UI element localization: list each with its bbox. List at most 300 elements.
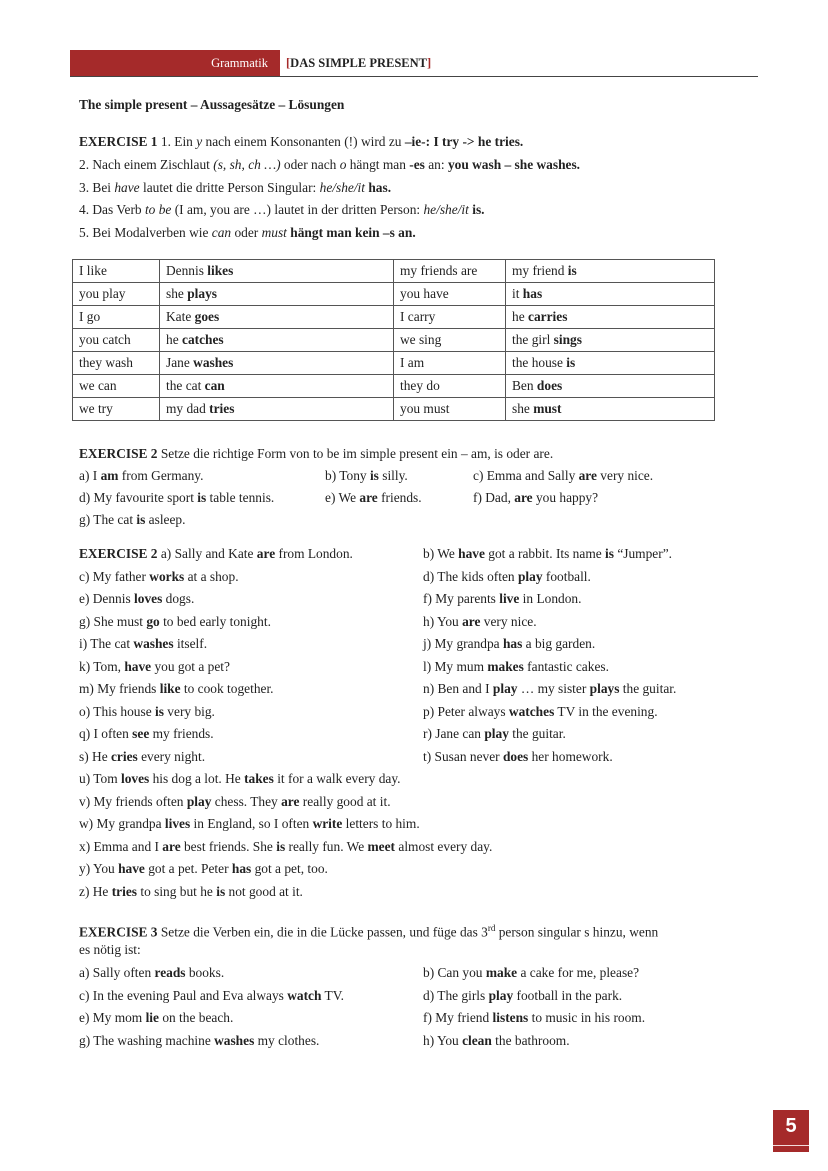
answer: are bbox=[514, 490, 533, 505]
answer: is bbox=[197, 490, 207, 505]
table-cell bbox=[160, 306, 394, 329]
text: you got a pet? bbox=[151, 659, 230, 674]
table-cell bbox=[73, 329, 160, 352]
ex3-item bbox=[423, 1033, 570, 1049]
ex1-rule-5 bbox=[79, 225, 416, 241]
text: a) Sally often bbox=[79, 965, 155, 980]
t: oder bbox=[231, 225, 262, 240]
table-row bbox=[73, 283, 715, 306]
text: from Germany. bbox=[118, 468, 204, 483]
answer: listens bbox=[492, 1010, 529, 1025]
t: you wash – she washes. bbox=[447, 157, 581, 172]
text: very nice. bbox=[480, 614, 537, 629]
text: silly. bbox=[378, 468, 408, 483]
cell-text: he bbox=[512, 309, 528, 324]
text: almost every day. bbox=[395, 839, 493, 854]
t: 1. Ein bbox=[160, 134, 197, 149]
t: (s, sh, ch …) bbox=[213, 157, 281, 172]
t: to be bbox=[144, 202, 172, 217]
ex3-item bbox=[79, 988, 344, 1004]
ex2b-item bbox=[79, 636, 207, 652]
text: h) You bbox=[423, 1033, 463, 1048]
ex2b-item bbox=[423, 749, 613, 765]
text: v) My friends often bbox=[79, 794, 187, 809]
cell-answer: catches bbox=[182, 332, 224, 347]
header-rule bbox=[70, 76, 758, 77]
answer: cries bbox=[110, 749, 138, 764]
cell-text: Kate bbox=[166, 309, 195, 324]
table-cell bbox=[506, 306, 715, 329]
t: (I am, you are …) lautet in der dritten Person: bbox=[171, 202, 424, 217]
text: really fun. We bbox=[285, 839, 368, 854]
ex2b-item bbox=[423, 726, 566, 742]
text: y) You bbox=[79, 861, 119, 876]
text: got a pet, too. bbox=[251, 861, 328, 876]
table-cell bbox=[394, 352, 506, 375]
page-number-badge bbox=[773, 1110, 809, 1152]
table-cell bbox=[394, 329, 506, 352]
answer: have bbox=[458, 546, 485, 561]
answer: are bbox=[578, 468, 597, 483]
cell-text: we sing bbox=[400, 332, 442, 347]
cell-text: I like bbox=[79, 263, 107, 278]
table-cell bbox=[73, 352, 160, 375]
t: rd bbox=[487, 923, 496, 933]
ex1-rule-4 bbox=[79, 202, 485, 218]
ex2b-item bbox=[79, 704, 215, 720]
table-row bbox=[73, 329, 715, 352]
ex2a-item bbox=[79, 468, 203, 484]
t: 3. Bei bbox=[79, 180, 115, 195]
table-cell bbox=[160, 329, 394, 352]
ex2b-item bbox=[423, 636, 595, 652]
text: my friends. bbox=[149, 726, 214, 741]
text: TV. bbox=[321, 988, 345, 1003]
answer: works bbox=[149, 569, 185, 584]
answer: washes bbox=[133, 636, 174, 651]
text: s) He bbox=[79, 749, 111, 764]
cell-answer: tries bbox=[209, 401, 235, 416]
table-cell bbox=[73, 283, 160, 306]
text: chess. They bbox=[211, 794, 282, 809]
ex2a-label: EXERCISE 2 bbox=[79, 446, 158, 461]
text: b) Can you bbox=[423, 965, 486, 980]
ex2b-item bbox=[423, 569, 591, 585]
ex2b-item bbox=[423, 546, 672, 562]
text: a cake for me, please? bbox=[517, 965, 640, 980]
table-row bbox=[73, 260, 715, 283]
text: in London. bbox=[519, 591, 582, 606]
t: are bbox=[256, 546, 276, 561]
document-title: The simple present – Aussagesätze – Lösungen bbox=[79, 97, 345, 112]
answer: watches bbox=[508, 704, 555, 719]
t: –ie-: I try -> he tries. bbox=[404, 134, 524, 149]
table-row bbox=[73, 375, 715, 398]
text: a) I bbox=[79, 468, 101, 483]
ex2a-item bbox=[473, 490, 598, 506]
text: “Jumper”. bbox=[613, 546, 672, 561]
ex2b-item bbox=[79, 659, 230, 675]
answer: are bbox=[162, 839, 181, 854]
text: f) Dad, bbox=[473, 490, 515, 505]
ex2b-item bbox=[79, 726, 214, 742]
t: he/she/it bbox=[319, 180, 365, 195]
answer: makes bbox=[487, 659, 524, 674]
cell-text: my friends are bbox=[400, 263, 478, 278]
ex2b-item bbox=[79, 749, 205, 765]
table-row bbox=[73, 352, 715, 375]
ex1-label: EXERCISE 1 bbox=[79, 134, 158, 149]
ex2b-item bbox=[423, 614, 537, 630]
ex3-item bbox=[423, 965, 639, 981]
text: very nice. bbox=[596, 468, 654, 483]
text: u) Tom bbox=[79, 771, 121, 786]
ex1-rule-3 bbox=[79, 180, 391, 196]
t: from London. bbox=[275, 546, 353, 561]
table-cell bbox=[506, 352, 715, 375]
answer: is bbox=[155, 704, 164, 719]
answer: play bbox=[517, 569, 543, 584]
text: every night. bbox=[137, 749, 206, 764]
text: c) My father bbox=[79, 569, 150, 584]
text: q) I often bbox=[79, 726, 133, 741]
t: 4. Das Verb bbox=[79, 202, 145, 217]
text: g) The cat bbox=[79, 512, 137, 527]
text: e) My mom bbox=[79, 1010, 146, 1025]
answer: reads bbox=[154, 965, 186, 980]
text: fantastic cakes. bbox=[523, 659, 609, 674]
table-row bbox=[73, 306, 715, 329]
answer: play bbox=[488, 988, 514, 1003]
text: i) The cat bbox=[79, 636, 134, 651]
cell-answer: plays bbox=[187, 286, 217, 301]
ex1-rule-2 bbox=[79, 157, 580, 173]
cell-text: he bbox=[166, 332, 182, 347]
cell-text: you play bbox=[79, 286, 126, 301]
ex2b-item bbox=[423, 659, 609, 675]
ex3-heading-cont: es nötig ist: bbox=[79, 942, 141, 957]
text: football. bbox=[542, 569, 591, 584]
answer: have bbox=[124, 659, 152, 674]
answer: has bbox=[231, 861, 252, 876]
cell-text: I go bbox=[79, 309, 101, 324]
ex2b-item bbox=[79, 569, 239, 585]
answer: are bbox=[462, 614, 481, 629]
ex3-item bbox=[423, 1010, 645, 1026]
text: the guitar. bbox=[508, 726, 566, 741]
text: f) My friend bbox=[423, 1010, 493, 1025]
answer: washes bbox=[214, 1033, 255, 1048]
cell-answer: must bbox=[533, 401, 562, 416]
text: e) Dennis bbox=[79, 591, 135, 606]
table-row bbox=[73, 398, 715, 421]
text: d) The girls bbox=[423, 988, 489, 1003]
ex1-rule-1 bbox=[79, 134, 523, 150]
text: to music in his room. bbox=[528, 1010, 646, 1025]
ex2b-item bbox=[423, 591, 581, 607]
t: he/she/it bbox=[423, 202, 469, 217]
answer: loves bbox=[120, 771, 150, 786]
text: t) Susan never bbox=[423, 749, 503, 764]
text: x) Emma and I bbox=[79, 839, 163, 854]
header-section-label: Grammatik bbox=[211, 56, 268, 70]
text: TV in the evening. bbox=[554, 704, 658, 719]
ex2a-item bbox=[79, 490, 274, 506]
text: you happy? bbox=[532, 490, 599, 505]
ex2a-intro: Setze die richtige Form von to be im simple present ein – am, is oder are. bbox=[157, 446, 554, 461]
answer: is bbox=[216, 884, 226, 899]
text: got a rabbit. Its name bbox=[484, 546, 606, 561]
table-cell bbox=[394, 398, 506, 421]
cell-answer: does bbox=[536, 378, 563, 393]
t: nach einem Konsonanten (!) wird zu bbox=[202, 134, 405, 149]
text: … my sister bbox=[517, 681, 590, 696]
cell-text: it bbox=[512, 286, 523, 301]
answer: clean bbox=[462, 1033, 492, 1048]
text: the bathroom. bbox=[491, 1033, 570, 1048]
ex2b-label: EXERCISE 2 bbox=[79, 546, 158, 561]
text: football in the park. bbox=[513, 988, 623, 1003]
verb-forms-table bbox=[72, 259, 715, 421]
answer: does bbox=[502, 749, 529, 764]
cell-text: she bbox=[166, 286, 188, 301]
header-section-tab bbox=[70, 50, 280, 76]
ex2b-item bbox=[79, 681, 274, 697]
table-cell bbox=[394, 375, 506, 398]
text: d) My favourite sport bbox=[79, 490, 198, 505]
text: g) The washing machine bbox=[79, 1033, 215, 1048]
table-cell bbox=[394, 260, 506, 283]
ex2a-item bbox=[325, 468, 408, 484]
answer: watch bbox=[287, 988, 322, 1003]
text: h) You bbox=[423, 614, 463, 629]
text: the guitar. bbox=[619, 681, 677, 696]
ex3-heading bbox=[79, 920, 658, 940]
cell-text: we try bbox=[79, 401, 113, 416]
answer: have bbox=[118, 861, 145, 876]
answer: like bbox=[159, 681, 181, 696]
answer: see bbox=[132, 726, 150, 741]
text: n) Ben and I bbox=[423, 681, 493, 696]
answer: tries bbox=[111, 884, 137, 899]
ex2b-item bbox=[79, 839, 492, 855]
text: not good at it. bbox=[225, 884, 303, 899]
answer: lives bbox=[164, 816, 191, 831]
ex2b-heading bbox=[79, 546, 353, 562]
answer: go bbox=[146, 614, 160, 629]
text: got a pet. Peter bbox=[144, 861, 232, 876]
text: g) She must bbox=[79, 614, 147, 629]
text: c) In the evening Paul and Eva always bbox=[79, 988, 288, 1003]
t: oder nach bbox=[280, 157, 340, 172]
text: f) My parents bbox=[423, 591, 500, 606]
text: w) My grandpa bbox=[79, 816, 165, 831]
text: itself. bbox=[173, 636, 208, 651]
ex3-item bbox=[79, 1010, 233, 1026]
table-cell bbox=[73, 375, 160, 398]
ex2b-item bbox=[79, 771, 401, 787]
table-cell bbox=[160, 398, 394, 421]
ex2b-item bbox=[79, 591, 194, 607]
answer: are bbox=[359, 490, 378, 505]
text: b) We bbox=[423, 546, 459, 561]
table-cell bbox=[160, 375, 394, 398]
answer: takes bbox=[244, 771, 274, 786]
answer: play bbox=[492, 681, 518, 696]
text: really good at it. bbox=[299, 794, 391, 809]
text: c) Emma and Sally bbox=[473, 468, 579, 483]
cell-answer: is bbox=[566, 355, 576, 370]
ex3-item bbox=[423, 988, 622, 1004]
cell-text: you catch bbox=[79, 332, 131, 347]
table-cell bbox=[506, 329, 715, 352]
t: o bbox=[339, 157, 347, 172]
table-cell bbox=[506, 283, 715, 306]
table-cell bbox=[394, 283, 506, 306]
text: d) The kids often bbox=[423, 569, 518, 584]
ex2b-item bbox=[79, 884, 303, 900]
answer: loves bbox=[134, 591, 163, 606]
cell-text: they wash bbox=[79, 355, 133, 370]
cell-answer: goes bbox=[194, 309, 220, 324]
cell-text: we can bbox=[79, 378, 117, 393]
t: 2. Nach einem Zischlaut bbox=[79, 157, 214, 172]
bracket-close: ] bbox=[427, 56, 432, 70]
table-cell bbox=[73, 306, 160, 329]
answer: plays bbox=[589, 681, 620, 696]
t: 5. Bei Modalverben wie bbox=[79, 225, 212, 240]
cell-answer: is bbox=[567, 263, 577, 278]
answer: lie bbox=[145, 1010, 159, 1025]
table-cell bbox=[73, 398, 160, 421]
cell-answer: carries bbox=[528, 309, 568, 324]
t: has. bbox=[368, 180, 392, 195]
t: y bbox=[196, 134, 203, 149]
t: Setze die Verben ein, die in die Lücke passen, und füge das 3 bbox=[157, 924, 488, 940]
ex2a-item bbox=[79, 512, 185, 528]
page-number-rule bbox=[773, 1145, 809, 1146]
cell-text: you must bbox=[400, 401, 450, 416]
ex3-item bbox=[79, 1033, 319, 1049]
answer: live bbox=[499, 591, 520, 606]
text: a big garden. bbox=[522, 636, 596, 651]
header-title bbox=[286, 56, 431, 71]
page-header bbox=[70, 50, 758, 76]
cell-text: you have bbox=[400, 286, 449, 301]
cell-answer: sings bbox=[553, 332, 582, 347]
answer: is bbox=[276, 839, 286, 854]
text: asleep. bbox=[145, 512, 186, 527]
ex3-label: EXERCISE 3 bbox=[79, 924, 158, 940]
answer: is bbox=[136, 512, 146, 527]
answer: play bbox=[186, 794, 212, 809]
text: in England, so I often bbox=[190, 816, 313, 831]
answer: has bbox=[502, 636, 523, 651]
t: lautet die dritte Person Singular: bbox=[139, 180, 320, 195]
table-cell bbox=[160, 283, 394, 306]
text: l) My mum bbox=[423, 659, 488, 674]
ex2b-item bbox=[79, 861, 328, 877]
t: an: bbox=[424, 157, 448, 172]
ex2b-item bbox=[79, 614, 271, 630]
t: must bbox=[261, 225, 287, 240]
answer: am bbox=[100, 468, 119, 483]
text: table tennis. bbox=[206, 490, 275, 505]
cell-answer: can bbox=[204, 378, 225, 393]
ex2a-heading bbox=[79, 446, 553, 462]
cell-text: Ben bbox=[512, 378, 537, 393]
text: k) Tom, bbox=[79, 659, 125, 674]
text: o) This house bbox=[79, 704, 156, 719]
text: r) Jane can bbox=[423, 726, 485, 741]
text: dogs. bbox=[162, 591, 195, 606]
table-cell bbox=[73, 260, 160, 283]
page-number: 5 bbox=[785, 1115, 797, 1137]
answer: meet bbox=[367, 839, 396, 854]
cell-text: the cat bbox=[166, 378, 205, 393]
cell-text: I carry bbox=[400, 309, 436, 324]
answer: play bbox=[484, 726, 509, 741]
cell-text: they do bbox=[400, 378, 440, 393]
text: to sing but he bbox=[137, 884, 217, 899]
text: very big. bbox=[163, 704, 215, 719]
answer: make bbox=[485, 965, 518, 980]
cell-text: she bbox=[512, 401, 534, 416]
table-cell bbox=[160, 260, 394, 283]
text: friends. bbox=[377, 490, 422, 505]
text: z) He bbox=[79, 884, 112, 899]
ex2b-item bbox=[79, 794, 391, 810]
text: her homework. bbox=[528, 749, 613, 764]
text: his dog a lot. He bbox=[149, 771, 245, 786]
text: letters to him. bbox=[342, 816, 420, 831]
table-cell bbox=[160, 352, 394, 375]
t: person singular s hinzu, wenn bbox=[495, 924, 659, 940]
t: -es bbox=[409, 157, 425, 172]
cell-text: my dad bbox=[166, 401, 210, 416]
t: a) Sally and Kate bbox=[157, 546, 257, 561]
answer: is bbox=[369, 468, 379, 483]
table-cell bbox=[506, 260, 715, 283]
cell-answer: washes bbox=[193, 355, 234, 370]
answer: write bbox=[312, 816, 343, 831]
text: m) My friends bbox=[79, 681, 160, 696]
text: books. bbox=[185, 965, 225, 980]
cell-answer: likes bbox=[207, 263, 234, 278]
ex2b-item bbox=[423, 681, 676, 697]
cell-text: my friend bbox=[512, 263, 568, 278]
text: j) My grandpa bbox=[423, 636, 503, 651]
bracket-open: [ bbox=[286, 56, 291, 70]
header-title-text: DAS SIMPLE PRESENT bbox=[290, 56, 428, 70]
t: is. bbox=[472, 202, 485, 217]
text: to bed early tonight. bbox=[159, 614, 271, 629]
text: my clothes. bbox=[254, 1033, 320, 1048]
text: it for a walk every day. bbox=[273, 771, 401, 786]
text: on the beach. bbox=[158, 1010, 234, 1025]
table-cell bbox=[394, 306, 506, 329]
text: b) Tony bbox=[325, 468, 370, 483]
cell-answer: has bbox=[522, 286, 543, 301]
ex2b-item bbox=[423, 704, 658, 720]
t: hängt man bbox=[346, 157, 410, 172]
ex2b-item bbox=[79, 816, 420, 832]
answer: is bbox=[605, 546, 614, 561]
text: to cook together. bbox=[180, 681, 274, 696]
t: have bbox=[114, 180, 140, 195]
text: e) We bbox=[325, 490, 360, 505]
cell-text: the girl bbox=[512, 332, 554, 347]
